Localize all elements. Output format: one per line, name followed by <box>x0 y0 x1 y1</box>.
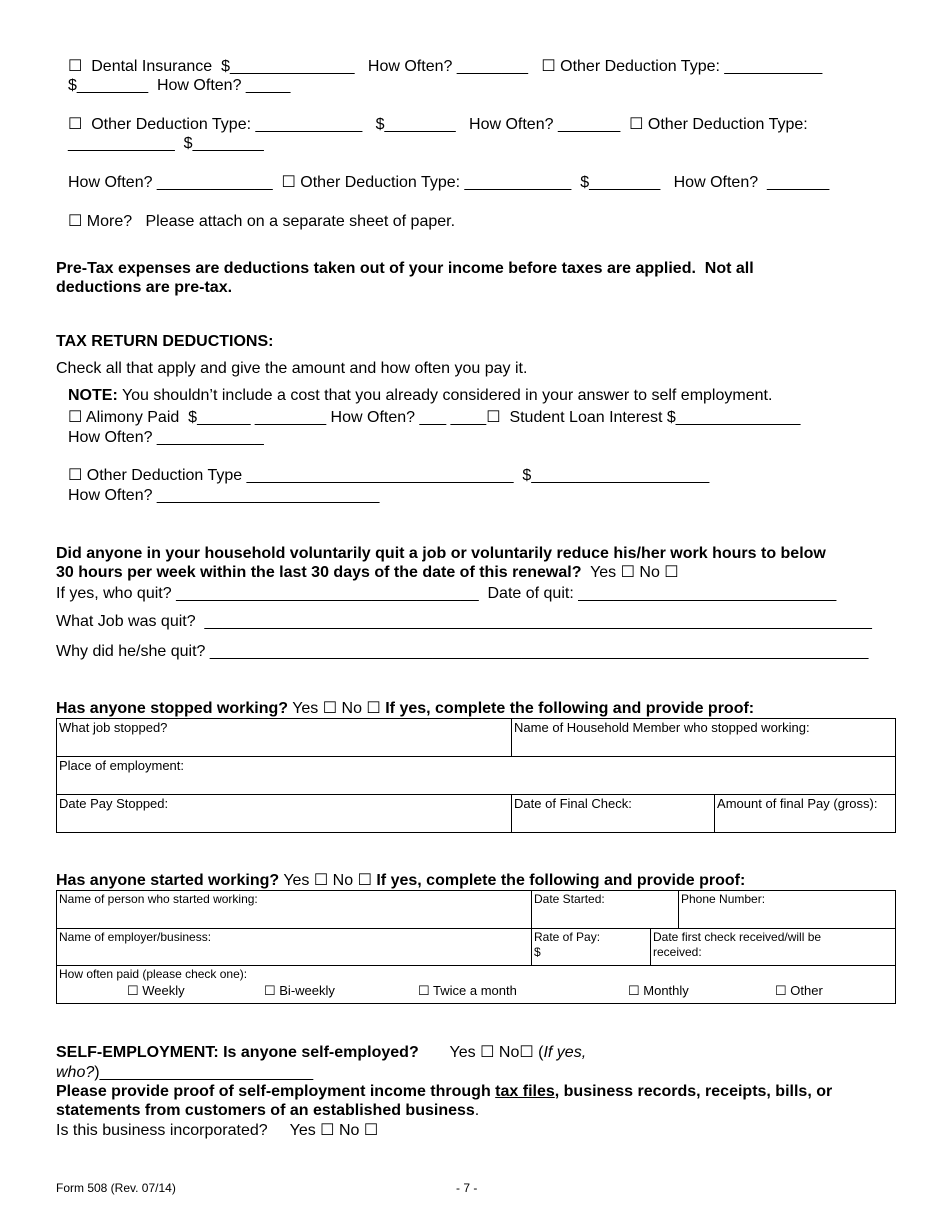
note-label: NOTE: <box>68 387 118 404</box>
member-name-cell[interactable] <box>512 719 896 757</box>
quit-yes-no[interactable]: Yes ☐ No ☐ <box>581 564 679 581</box>
date-final-check-label: Date of Final Check: <box>514 796 632 811</box>
tax-return-heading: TAX RETURN DEDUCTIONS: <box>56 333 274 350</box>
why-quit-line[interactable]: Why did he/she quit? __________________________________________________________________________ <box>56 643 869 660</box>
other-deduction-line-2[interactable]: ____________ $________ <box>68 135 264 152</box>
person-name-label[interactable]: Name of person who started working: <box>59 892 258 906</box>
divider <box>678 891 679 928</box>
biweekly-checkbox[interactable]: ☐ Bi-weekly <box>264 983 335 998</box>
quit-question-text: 30 hours per week within the last 30 days of the date of this renewal? <box>56 564 582 581</box>
dental-howoften-line[interactable]: $________ How Often? _____ <box>68 77 291 94</box>
divider <box>650 928 651 965</box>
proof-line-2-end: . <box>474 1102 480 1119</box>
tax-files-text: tax files <box>495 1083 555 1100</box>
what-job-stopped-label: What job stopped? <box>59 720 168 735</box>
alimony-howoften[interactable]: How Often? ____________ <box>68 429 264 446</box>
proof-line-2-text: statements from customers of an established business <box>56 1102 475 1119</box>
twice-a-month-checkbox[interactable]: ☐ Twice a month <box>418 983 517 998</box>
rate-of-pay-text: Rate of Pay: <box>534 930 601 944</box>
form-number: Form 508 (Rev. 07/14) <box>56 1181 176 1195</box>
more-deductions-checkbox[interactable]: ☐ More? Please attach on a separate sheet of paper. <box>68 213 456 230</box>
page-number: - 7 - <box>456 1181 478 1195</box>
member-name-label: Name of Household Member who stopped working: <box>514 720 810 735</box>
first-check-line-1: Date first check received/will be <box>653 930 822 944</box>
other-tax-deduction-line[interactable]: ☐ Other Deduction Type ______________________________ $____________________ <box>68 467 710 484</box>
date-pay-stopped-cell[interactable] <box>57 795 512 833</box>
who-text: who? <box>56 1064 95 1081</box>
divider <box>57 965 895 966</box>
other-checkbox[interactable]: ☐ Other <box>775 983 823 998</box>
what-job-line[interactable]: What Job was quit? ___________________________________________________________________________ <box>56 613 872 630</box>
self-employment-text: SELF-EMPLOYMENT: Is anyone self-employed? <box>56 1044 419 1061</box>
amount-final-pay-label: Amount of final Pay (gross): <box>717 796 878 811</box>
self-employment-who-line[interactable] <box>56 1063 313 1082</box>
rate-dollar: $ <box>534 945 541 959</box>
first-check-label[interactable] <box>653 930 821 960</box>
other-deduction-line-3[interactable]: How Often? _____________ ☐ Other Deduction Type: ____________ $________ How Often? _______ <box>68 174 830 191</box>
tax-return-note <box>68 386 772 405</box>
self-employment-yes-no[interactable]: Yes ☐ No☐ ( <box>418 1044 544 1061</box>
tax-return-instruction: Check all that apply and give the amount and how often you pay it. <box>56 360 528 377</box>
proof-text-1: Please provide proof of self-employment income through <box>56 1083 496 1100</box>
date-started-label[interactable]: Date Started: <box>534 892 605 906</box>
phone-number-label[interactable]: Phone Number: <box>681 892 766 906</box>
who-quit-line[interactable]: If yes, who quit? __________________________________ Date of quit: _____________________________ <box>56 585 837 602</box>
stopped-yes-no[interactable]: Yes ☐ No ☐ <box>288 700 386 717</box>
weekly-checkbox[interactable]: ☐ Weekly <box>127 983 185 998</box>
monthly-checkbox[interactable]: ☐ Monthly <box>628 983 689 998</box>
first-check-line-2: received: <box>653 945 702 959</box>
proof-text-2: , business records, receipts, bills, or <box>554 1083 833 1100</box>
other-tax-deduction-howoften[interactable]: How Often? _________________________ <box>68 487 380 504</box>
started-instruction: If yes, complete the following and provide proof: <box>376 872 746 889</box>
amount-final-pay-cell[interactable] <box>715 795 896 833</box>
dental-insurance-line[interactable]: ☐ Dental Insurance $______________ How Often? ________ ☐ Other Deduction Type: ___________ <box>68 58 823 75</box>
if-yes-text: If yes, <box>543 1044 587 1061</box>
started-working-question[interactable] <box>56 871 745 890</box>
rate-of-pay-label[interactable] <box>534 930 600 960</box>
started-yes-no[interactable]: Yes ☐ No ☐ <box>279 872 377 889</box>
incorporated-line[interactable]: Is this business incorporated? Yes ☐ No ☐ <box>56 1122 379 1139</box>
other-deduction-line-1[interactable]: ☐ Other Deduction Type: ____________ $________ How Often? _______ ☐ Other Deduction Type: <box>68 116 808 133</box>
pretax-note-line-1: Pre-Tax expenses are deductions taken out of your income before taxes are applied. Not all <box>56 260 754 277</box>
started-question-text: Has anyone started working? <box>56 872 280 889</box>
stopped-working-question[interactable] <box>56 699 754 718</box>
stopped-question-text: Has anyone stopped working? <box>56 700 289 717</box>
place-of-employment-cell[interactable] <box>57 757 896 795</box>
who-blank[interactable]: )________________________ <box>94 1064 314 1081</box>
quit-question-line-1: Did anyone in your household voluntarily quit a job or voluntarily reduce his/her work hours to below <box>56 545 826 562</box>
stopped-working-table <box>56 718 896 833</box>
self-employment-proof-line-1 <box>56 1082 832 1101</box>
date-final-check-cell[interactable] <box>512 795 715 833</box>
note-text: You shouldn’t include a cost that you already considered in your answer to self employment. <box>117 387 773 404</box>
quit-question-line-2[interactable] <box>56 563 679 582</box>
stopped-instruction: If yes, complete the following and provide proof: <box>385 700 755 717</box>
date-pay-stopped-label: Date Pay Stopped: <box>59 796 169 811</box>
how-often-paid-label: How often paid (please check one): <box>59 967 248 981</box>
what-job-stopped-cell[interactable] <box>57 719 512 757</box>
started-working-table <box>56 890 896 1004</box>
divider <box>531 891 532 965</box>
alimony-line[interactable]: ☐ Alimony Paid $______ ________ How Often? ___ ____☐ Student Loan Interest $______________ <box>68 409 801 426</box>
self-employment-proof-line-2 <box>56 1101 479 1120</box>
self-employment-question[interactable] <box>56 1043 586 1062</box>
place-of-employment-label: Place of employment: <box>59 758 185 773</box>
pretax-note-line-2: deductions are pre-tax. <box>56 279 233 296</box>
employer-label[interactable]: Name of employer/business: <box>59 930 212 944</box>
